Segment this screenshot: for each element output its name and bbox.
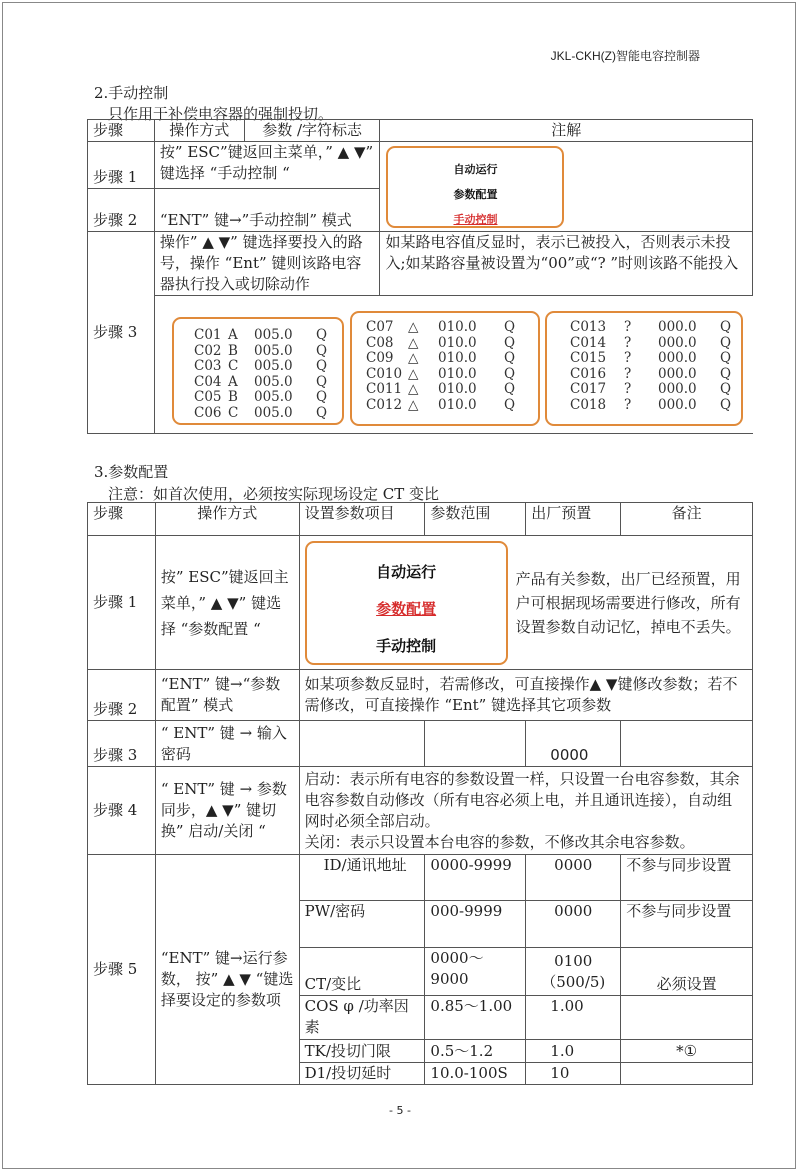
capacity-value: 005.0 [254,327,293,343]
channel-id: C06 [194,404,222,421]
page-number: - 5 - [389,1104,411,1117]
section-3-title: 3.参数配置 [94,463,169,481]
phase-flag: C [228,404,239,421]
lcd-row [570,382,741,398]
unit: Q [504,350,516,366]
step-note: 如某路电容值反显时，表示已被投入，否则表示未投入;如某路容量被设置为“00”或“? ”时则该路不能投入 [380,232,753,296]
param-item: CT/变比 [299,948,425,996]
col-header-params: 参数 /字符标志 [244,120,380,142]
capacity-value: 005.0 [254,389,293,405]
capacity-value: 000.0 [658,381,697,397]
capacity-value: 005.0 [254,342,293,359]
capacity-value: 010.0 [438,334,477,351]
menu-item-manual-control: 手动控制 [453,212,498,226]
menu-item-auto-run: 自动运行 [453,162,498,176]
unit: Q [504,381,516,397]
step-label: 步骤 1 [88,142,155,189]
channel-id: C011 [366,381,403,397]
step-operation: “ENT” 键→”手动控制” 模式 [154,189,380,232]
param-preset: 10 [526,1063,621,1085]
section-3-note: 注意：如首次使用，必须按实际现场设定 CT 变比 [108,485,440,503]
param-item: PW/密码 [299,901,425,948]
col-header-range: 参数范围 [425,503,526,536]
phase-flag: ? [624,365,632,382]
lcd-row [366,382,538,398]
step-operation [154,142,380,189]
param-remark: 必须设置 [621,948,753,996]
unit: Q [316,389,328,405]
param-range: 0.85～1.00 [425,996,526,1040]
col-header-note: 注解 [380,120,753,142]
lcd-screen-group-1 [172,317,344,425]
param-item: ID/通讯地址 [299,855,425,901]
unit: Q [316,373,328,390]
lcd-row [570,320,741,336]
section-2-note: 只作用于补偿电容器的强制投切。 [108,105,334,123]
unit: Q [504,319,516,335]
lcd-row [570,336,741,352]
phase-flag: ? [624,319,632,335]
lcd-row [366,336,538,352]
capacity-value: 000.0 [658,396,697,413]
step-label: 步骤 3 [88,232,155,434]
lcd-row [366,367,538,383]
lcd-row [570,398,741,414]
param-range: 0.5～1.2 [425,1040,526,1063]
unit: Q [720,365,732,382]
channel-id: C016 [570,365,607,382]
channel-id: C012 [366,396,403,413]
channel-id: C018 [570,396,607,413]
channel-id: C015 [570,350,607,366]
step-label: 步骤 5 [88,855,156,1085]
capacity-value: 000.0 [658,350,697,366]
sync-on-note: 启动：表示所有电容的参数设置一样，只设置一台电容参数，其余电容参数自动修改（所有电容必须上电，并且通讯连接），自动组网时必须全部启动。 [304,769,740,830]
unit: Q [720,350,732,366]
step-note: 产品有关参数，出厂已经预置，用户可根据现场需要进行修改，所有设置参数自动记忆，掉电不丢失。 [515,569,741,636]
lcd-row [194,406,342,422]
capacity-value: 010.0 [438,396,477,413]
unit: Q [720,334,732,351]
step-label: 步骤 2 [88,189,155,232]
operation-text: “ENT” 键→运行参数， 按” ▲ ▼ “键选择要设定的参数项 [160,949,294,1009]
param-remark [621,1063,753,1085]
step-operation [155,855,299,1085]
unit: Q [720,381,732,397]
param-preset: 0000 [526,855,621,901]
unit: Q [504,396,516,413]
lcd-row [366,320,538,336]
channel-id: C013 [570,319,607,335]
channel-id: C09 [366,350,394,366]
sync-off-note: 关闭：表示只设置本台电容的参数，不修改其余电容参数。 [304,832,695,851]
param-remark: 不参与同步设置 [621,901,753,948]
unit: Q [504,365,516,382]
capacity-value: 000.0 [658,334,697,351]
phase-flag: ? [624,381,632,397]
param-item: D1/投切延时 [299,1063,425,1085]
main-menu-screen [305,541,508,665]
param-range: 0000～9000 [425,948,526,996]
menu-item-auto-run: 自动运行 [376,562,437,581]
lcd-row [570,351,741,367]
unit: Q [316,404,328,421]
phase-flag: ? [624,350,632,366]
phase-flag: △ [408,396,419,413]
channel-id: C02 [194,342,222,359]
channel-id: C017 [570,381,607,397]
phase-flag: A [228,373,238,390]
capacity-value: 005.0 [254,373,293,390]
empty-cell [425,721,526,767]
col-header-operation: 操作方式 [154,120,244,142]
phase-flag: C [228,358,239,374]
password-preset: 0000 [526,721,621,767]
step-label: 步骤 2 [88,670,156,721]
step-operation: “ENT” 键→“参数配置” 模式 [155,670,299,721]
capacity-value: 010.0 [438,319,477,335]
lcd-row [194,375,342,391]
col-header-param-item: 设置参数项目 [299,503,425,536]
capacity-value: 010.0 [438,350,477,366]
unit: Q [720,396,732,413]
param-item: COS φ /功率因素 [299,996,425,1040]
param-remark: *① [621,1040,753,1063]
capacity-value: 010.0 [438,381,477,397]
col-header-preset: 出厂预置 [526,503,621,536]
lcd-screen-group-2 [350,311,540,426]
phase-flag: △ [408,319,419,335]
capacity-value: 005.0 [254,404,293,421]
lcd-row [194,344,342,360]
col-header-step: 步骤 [88,503,156,536]
step-note: 如某项参数反显时，若需修改，可直接操作▲ ▼键修改参数；若不需修改，可直接操作 “Ent” 键选择其它项参数 [299,670,752,721]
step-operation: 按” ESC”键返回主菜单，” ▲ ▼” 键选择 “参数配置 “ [155,536,299,670]
param-preset: 0000 [526,901,621,948]
empty-cell [621,721,753,767]
channel-id: C014 [570,334,607,351]
col-header-operation: 操作方式 [155,503,299,536]
param-preset: 0100（500/5) [526,948,621,996]
menu-note-cell [299,536,752,670]
capacity-value: 005.0 [254,358,293,374]
document-header: JKL-CKH(Z)智能电容控制器 [550,49,700,63]
channel-id: C05 [194,389,222,405]
capacity-value: 000.0 [658,319,697,335]
section-2-title: 2.手动控制 [94,84,169,102]
step-operation: “ ENT” 键 → 输入密码 [155,721,299,767]
step-label: 步骤 1 [88,536,156,670]
param-range: 0000-9999 [425,855,526,901]
capacity-value: 010.0 [438,365,477,382]
main-menu-screen [386,146,564,228]
empty-cell [299,721,425,767]
channel-id: C03 [194,358,222,374]
lcd-row [194,390,342,406]
channel-id: C07 [366,319,394,335]
phase-flag: ? [624,396,632,413]
lcd-row [366,351,538,367]
capacity-value: 000.0 [658,365,697,382]
menu-item-manual-control: 手动控制 [376,636,437,655]
channel-id: C04 [194,373,222,390]
param-config-table [87,502,753,1085]
phase-flag: B [228,389,238,405]
channel-id: C08 [366,334,394,351]
lcd-row [366,398,538,414]
unit: Q [316,358,328,374]
phase-flag: ? [624,334,632,351]
channel-id: C01 [194,327,222,343]
step-note [299,767,752,855]
unit: Q [316,327,328,343]
operation-text: 按” ESC”键返回主菜单，” ▲ ▼” 键选择 “手动控制 “ [159,143,374,182]
step-operation: 操作” ▲ ▼” 键选择要投入的路号，操作 “Ent” 键则该路电容器执行投入或切除动作 [154,232,380,296]
lcd-screen-group-3 [545,311,743,426]
phase-flag: △ [408,381,419,397]
param-item: TK/投切门限 [299,1040,425,1063]
col-header-step: 步骤 [88,120,155,142]
phase-flag: △ [408,350,419,366]
step-label: 步骤 4 [88,767,156,855]
param-remark: 不参与同步设置 [621,855,753,901]
lcd-row [194,328,342,344]
phase-flag: △ [408,334,419,351]
phase-flag: A [228,327,238,343]
param-range: 10.0-100S [425,1063,526,1085]
step-label: 步骤 3 [88,721,156,767]
menu-note-cell [380,142,753,232]
param-preset: 1.00 [526,996,621,1040]
param-preset: 1.0 [526,1040,621,1063]
menu-item-param-config: 参数配置 [376,599,437,618]
col-header-remark: 备注 [621,503,753,536]
unit: Q [504,334,516,351]
param-range: 000-9999 [425,901,526,948]
channel-id: C010 [366,365,403,382]
unit: Q [316,342,328,359]
param-remark [621,996,753,1040]
step-operation: “ ENT” 键 → 参数同步，▲ ▼” 键切换” 启动/关闭 “ [155,767,299,855]
lcd-row [194,359,342,375]
phase-flag: B [228,342,238,359]
phase-flag: △ [408,365,419,382]
unit: Q [720,319,732,335]
lcd-row [570,367,741,383]
menu-item-param-config: 参数配置 [453,187,498,201]
